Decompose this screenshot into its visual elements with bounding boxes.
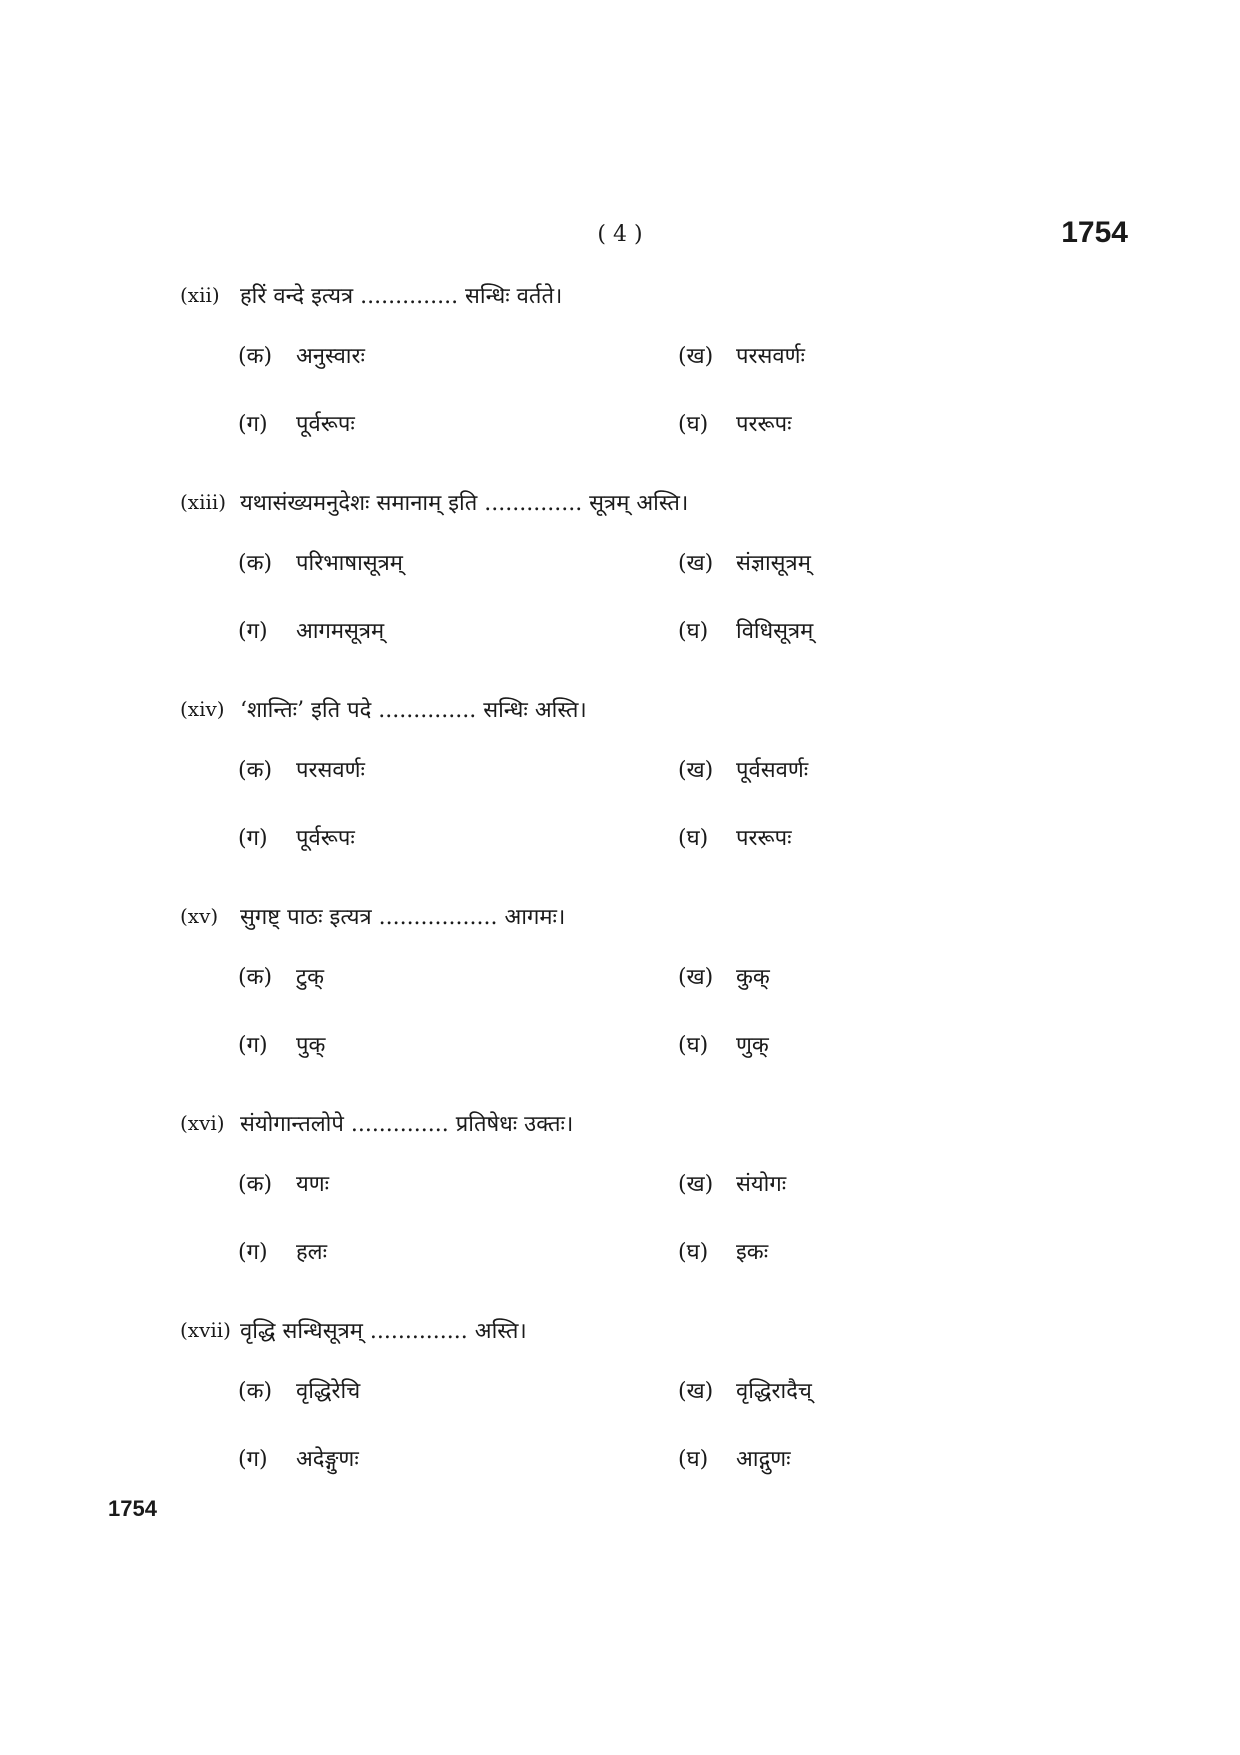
option-gha [678,1236,768,1266]
option-label: (क) [238,551,273,576]
option-text: परिभाषासूत्रम् [296,551,403,576]
option-ga [180,1443,678,1473]
question-text: वृद्धि सन्धिसूत्रम् .............. अस्ति। [240,1318,527,1344]
paper-code-bottom: 1754 [108,1496,157,1521]
question-xii [180,268,1120,475]
option-text: अनुस्वारः [296,344,365,369]
option-label: (ग) [238,1033,268,1058]
option-kha [678,754,808,784]
option-gha [678,822,792,852]
question-text: संयोगान्तलोपे .............. प्रतिषेधः उक्तः। [240,1111,574,1137]
option-gha [678,408,792,438]
option-text: पूर्वरूपः [296,826,355,851]
option-text: आगमसूत्रम् [296,619,385,644]
option-kha [678,1375,812,1405]
option-label: (ख) [678,551,714,576]
option-ka [180,547,678,577]
option-text: यणः [296,1172,330,1197]
option-ga [180,615,678,645]
option-label: (ख) [678,1379,714,1404]
option-label: (क) [238,758,273,783]
option-ga [180,1236,678,1266]
option-ka [180,754,678,784]
option-kha [678,547,811,577]
option-kha [678,1168,786,1198]
option-text: पररूपः [736,412,792,437]
option-label: (ग) [238,1447,268,1472]
option-label: (ख) [678,965,714,990]
option-ga [180,822,678,852]
option-text: वृद्धिरादैच् [736,1379,812,1404]
option-text: पूर्वसवर्णः [736,758,809,783]
option-ka [180,1168,678,1198]
option-text: संज्ञासूत्रम् [736,551,811,576]
option-text: कुक् [736,965,770,990]
option-label: (क) [238,965,273,990]
option-text: पुक् [296,1033,326,1058]
option-ka [180,961,678,991]
question-number: (xii) [180,282,220,307]
option-ka [180,340,678,370]
question-number: (xvi) [180,1110,225,1135]
option-label: (ग) [238,1240,268,1265]
question-text: ‘शान्तिः’ इति पदे .............. सन्धिः अस्ति। [240,697,587,723]
option-label: (क) [238,344,273,369]
option-gha [678,615,813,645]
option-label: (क) [238,1379,273,1404]
option-text: पूर्वरूपः [296,412,355,437]
question-number: (xvii) [180,1317,231,1342]
option-label: (घ) [678,1033,709,1058]
option-ka [180,1375,678,1405]
question-text: हरिं वन्दे इत्यत्र .............. सन्धिः वर्तते। [240,283,563,309]
option-ga [180,1029,678,1059]
option-gha [678,1029,769,1059]
question-number: (xiv) [180,696,225,721]
option-label: (क) [238,1172,273,1197]
option-text: संयोगः [736,1172,787,1197]
question-number: (xiii) [180,489,227,514]
question-xvii [180,1303,1120,1510]
question-text: यथासंख्यमनुदेशः समानाम् इति .............. सूत्रम् अस्ति। [240,490,689,516]
option-text: पररूपः [736,826,792,851]
question-xv [180,889,1120,1096]
option-label: (ग) [238,619,268,644]
option-text: इकः [736,1240,769,1265]
option-label: (ख) [678,1172,714,1197]
option-label: (ख) [678,758,714,783]
question-xiv [180,682,1120,889]
question-xvi [180,1096,1120,1303]
option-text: णुक् [736,1033,769,1058]
option-label: (घ) [678,826,709,851]
option-text: विधिसूत्रम् [736,619,814,644]
option-label: (घ) [678,1447,709,1472]
option-text: अदेङ्गुणः [296,1447,359,1472]
option-text: परसवर्णः [296,758,365,783]
question-number: (xv) [180,903,219,928]
option-text: वृद्धिरेचि [296,1379,361,1404]
question-text: सुगष्ट् पाठः इत्यत्र ................. आगमः। [240,904,566,930]
option-label: (ख) [678,344,714,369]
option-label: (घ) [678,412,709,437]
option-kha [678,961,770,991]
question-xiii [180,475,1120,682]
option-ga [180,408,678,438]
option-gha [678,1443,791,1473]
option-text: आद्गुणः [736,1447,791,1472]
option-text: परसवर्णः [736,344,805,369]
question-list [180,268,1120,1510]
option-kha [678,340,805,370]
option-label: (घ) [678,1240,709,1265]
page-number: ( 4 ) [597,222,643,247]
option-label: (ग) [238,412,268,437]
paper-code-top: 1754 [1061,216,1128,249]
option-text: हलः [296,1240,328,1265]
option-label: (ग) [238,826,268,851]
option-text: टुक् [296,965,324,990]
option-label: (घ) [678,619,709,644]
